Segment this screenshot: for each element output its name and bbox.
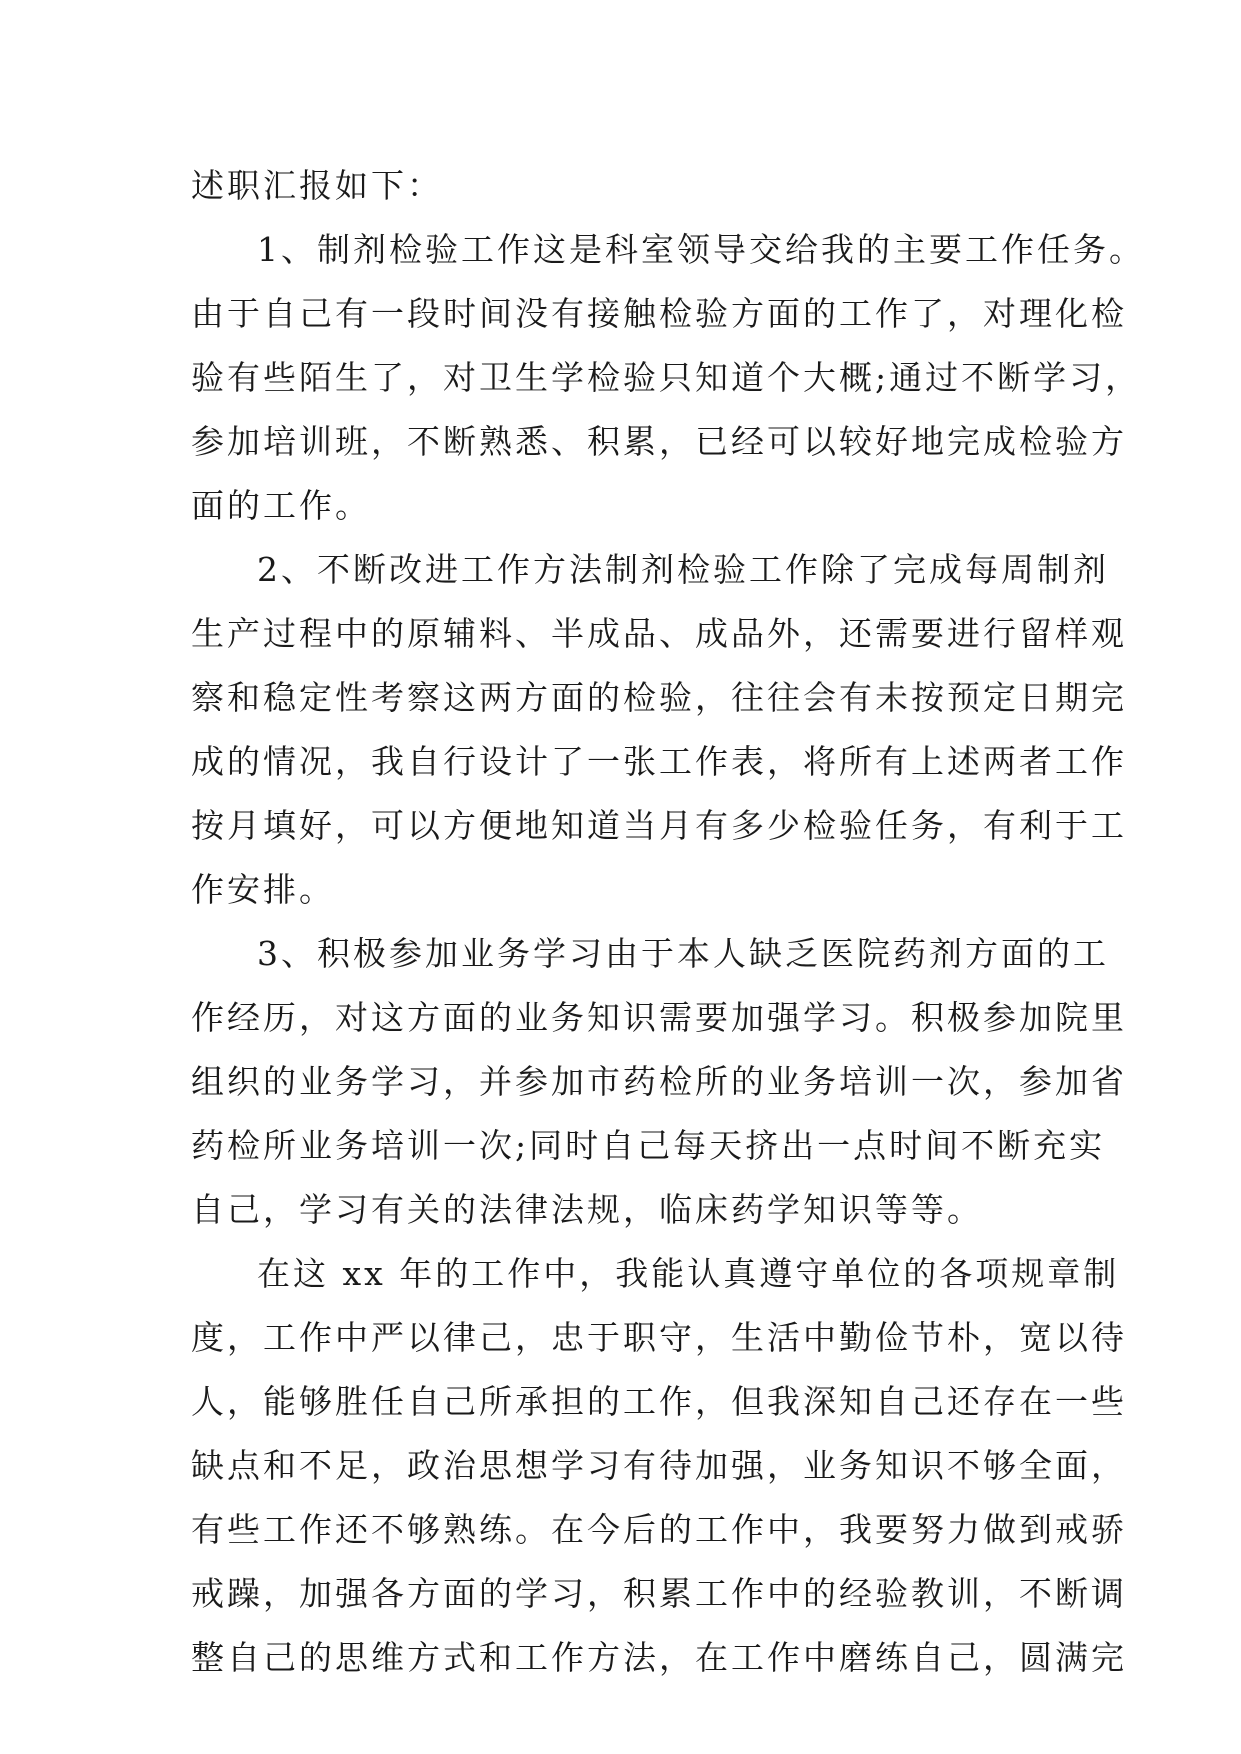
text-line: 作安排。 — [191, 870, 335, 909]
text-line: 1、制剂检验工作这是科室领导交给我的主要工作任务。 — [257, 230, 1145, 269]
text-line: 人，能够胜任自己所承担的工作，但我深知自己还存在一些 — [191, 1382, 1127, 1421]
text-line: 按月填好，可以方便地知道当月有多少检验任务，有利于工 — [191, 806, 1127, 845]
text-line: 自己，学习有关的法律法规，临床药学知识等等。 — [191, 1190, 983, 1229]
text-line: 度，工作中严以律己，忠于职守，生活中勤俭节朴，宽以待 — [191, 1318, 1127, 1357]
text-line: 组织的业务学习，并参加市药检所的业务培训一次，参加省 — [191, 1062, 1127, 1101]
document-body — [191, 154, 1145, 1690]
text-line: 2、不断改进工作方法制剂检验工作除了完成每周制剂 — [257, 550, 1109, 589]
text-line: 生产过程中的原辅料、半成品、成品外，还需要进行留样观 — [191, 614, 1127, 653]
text-line: 有些工作还不够熟练。在今后的工作中，我要努力做到戒骄 — [191, 1510, 1127, 1549]
text-line: 述职汇报如下： — [191, 166, 443, 205]
text-line: 药检所业务培训一次;同时自己每天挤出一点时间不断充实 — [191, 1126, 1106, 1165]
text-line: 缺点和不足，政治思想学习有待加强，业务知识不够全面， — [191, 1446, 1127, 1485]
text-line: 在这 xx 年的工作中，我能认真遵守单位的各项规章制 — [257, 1254, 1120, 1293]
text-line: 成的情况，我自行设计了一张工作表，将所有上述两者工作 — [191, 742, 1127, 781]
text-line: 验有些陌生了，对卫生学检验只知道个大概;通过不断学习， — [191, 358, 1142, 397]
text-line: 戒躁，加强各方面的学习，积累工作中的经验教训，不断调 — [191, 1574, 1127, 1613]
text-line: 整自己的思维方式和工作方法，在工作中磨练自己，圆满完 — [191, 1638, 1127, 1677]
text-line: 面的工作。 — [191, 486, 371, 525]
text-line: 作经历，对这方面的业务知识需要加强学习。积极参加院里 — [191, 998, 1127, 1037]
text-line: 察和稳定性考察这两方面的检验，往往会有未按预定日期完 — [191, 678, 1127, 717]
text-line: 由于自己有一段时间没有接触检验方面的工作了，对理化检 — [191, 294, 1127, 333]
text-line: 3、积极参加业务学习由于本人缺乏医院药剂方面的工 — [257, 934, 1109, 973]
text-line: 参加培训班，不断熟悉、积累，已经可以较好地完成检验方 — [191, 422, 1127, 461]
